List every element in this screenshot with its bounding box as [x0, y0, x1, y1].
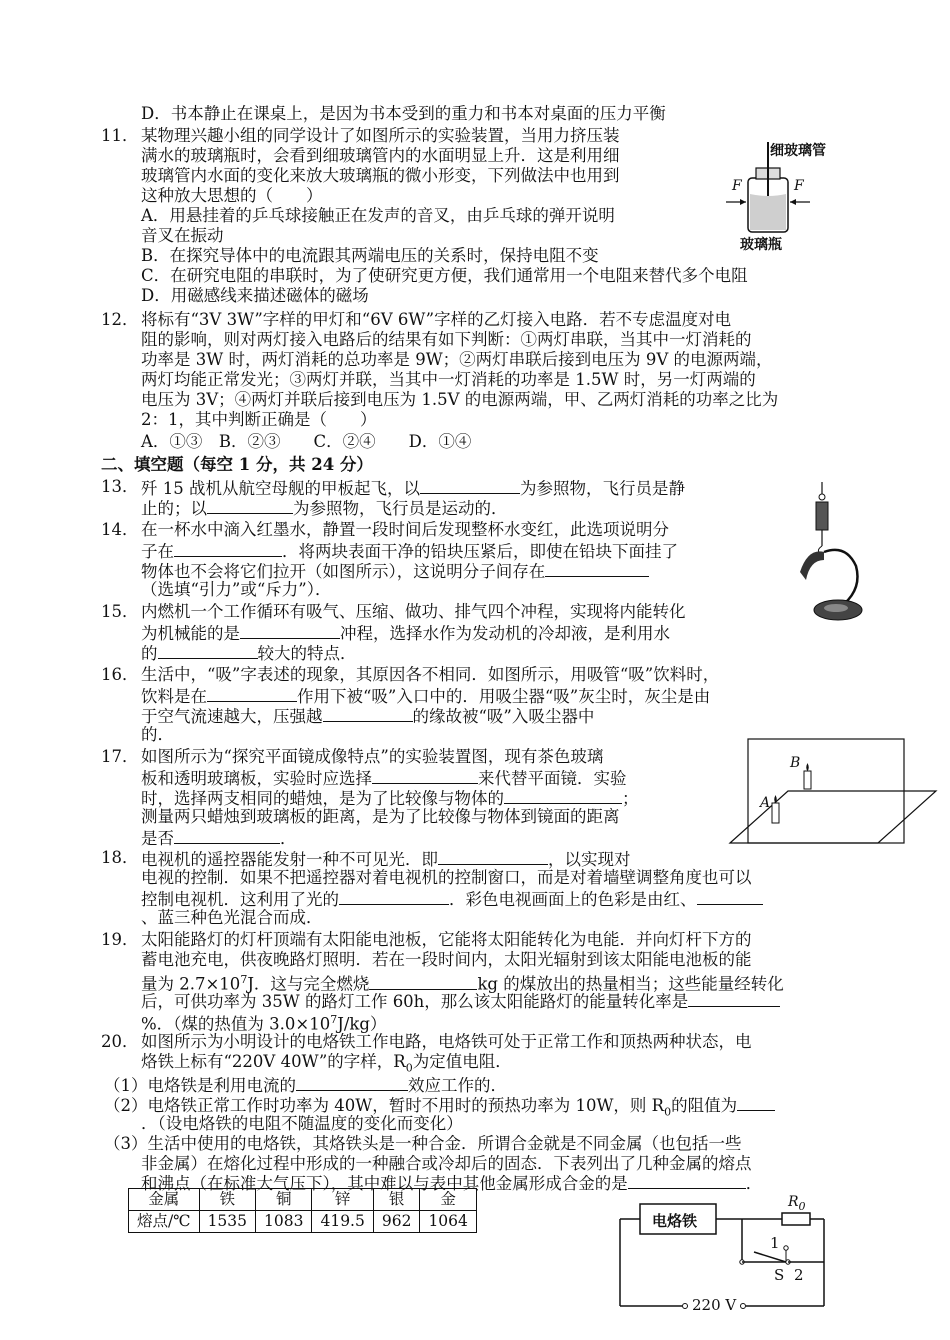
q19-text-5: kg 的煤放出的热量相当；这些能量经转化	[477, 974, 784, 994]
force-right-label: F	[794, 178, 804, 194]
candle-a-label: A	[760, 795, 771, 811]
q14-blank-2[interactable]	[545, 560, 649, 577]
q17-line-4: 测量两只蜡烛到玻璃板的距离，是为了比较像与物体到镜面的距离	[141, 807, 620, 826]
soldering-iron-circuit	[612, 1196, 832, 1318]
q20-subscript-1: 0	[405, 1061, 413, 1075]
q19-line-2: 蓄电池充电，供夜晚路灯照明．若在一段时间内，太阳光辐射到该太阳能电池板的能	[141, 950, 752, 969]
q11-option-a-cont: 音叉在振动	[141, 226, 224, 245]
q12-line-3: 功率是 3W 时，两灯消耗的总功率是 9W；②两灯串联后接到电压为 9V 的电源两端，	[141, 350, 773, 369]
q15-text-3: 冲程，选择水作为发动机的冷却液，是利用水	[340, 624, 670, 643]
q14-text-2: 子在	[141, 542, 174, 561]
r0-label	[788, 1194, 806, 1213]
q19-text-7: %．（煤的热值为 3.0×10	[141, 1014, 331, 1034]
q12-options: A．①③ B．②③ C．②④ D．①④	[141, 432, 472, 451]
q18-blank-1[interactable]	[438, 848, 548, 865]
q19-text-3: 量为 2.7×10	[141, 974, 241, 994]
q11-line-1: 某物理兴趣小组的同学设计了如图所示的实验装置，当用力挤压装	[141, 126, 620, 145]
q12-line-1: 将标有“3V 3W”字样的甲灯和“6V 6W”字样的乙灯接入电路．若不专虑温度对电	[141, 310, 732, 329]
q15-text-5: 较大的特点．	[257, 644, 357, 663]
q14-line-4: （选填“引力”或“斥力”）．	[141, 580, 332, 599]
q11-option-a: A．用悬挂着的乒乓球接触正在发声的音叉，由乒乓球的弹开说明	[141, 206, 615, 225]
q11-line-4: 这种放大思想的（ ）	[141, 186, 323, 205]
table-cell: 锌	[312, 1189, 373, 1211]
bottle-label: 玻璃瓶	[740, 237, 782, 253]
q13-text-1: 歼 15 战机从航空母舰的甲板起飞，以	[141, 479, 420, 498]
q16-text-5: 的缘故被“吸”入吸尘器中	[412, 707, 595, 726]
q17-blank-3[interactable]	[174, 827, 280, 844]
q18-blank-3[interactable]	[697, 888, 763, 905]
q20-text-2: 烙铁上标有“220V 40W”的字样，R	[141, 1052, 406, 1071]
q15-blank-2[interactable]	[158, 642, 258, 659]
q13-blank-2[interactable]	[207, 497, 293, 514]
q18-blank-2[interactable]	[339, 888, 449, 905]
q16-blank-2[interactable]	[323, 705, 413, 722]
q20-part3-text-3: 和沸点（在标准大气压下），其中难以与表中其他金属形成合金的是	[141, 1174, 628, 1193]
switch-s-label: S	[774, 1266, 785, 1284]
q18-text-1: 电视机的遥控器能发射一种不可见光．即	[141, 850, 438, 869]
q18-line-2: 电视的控制．如果不把遥控器对着电视机的控制窗口，而是对着墙壁调整角度也可以	[141, 868, 752, 887]
q20-number: 20．	[101, 1032, 139, 1051]
table-cell: 熔点/℃	[129, 1211, 200, 1233]
q10-option-d: D．书本静止在课桌上，是因为书本受到的重力和书本对桌面的压力平衡	[141, 104, 666, 123]
r0-letter: R	[788, 1194, 799, 1210]
table-cell: 1083	[256, 1211, 312, 1233]
table-cell: 962	[373, 1211, 420, 1233]
q19-text-4: J．这与完全燃烧	[247, 974, 370, 994]
q20-blank-3[interactable]	[628, 1172, 746, 1189]
voltage-label: 220 V	[692, 1296, 737, 1314]
soldering-iron-label: 电烙铁	[652, 1212, 698, 1230]
q20-line-1: 如图所示为小明设计的电烙铁工作电路，电烙铁可处于正常工作和顶热两种状态，电	[141, 1032, 752, 1051]
q20-part3-line-1: （3）生活中使用的电烙铁，其烙铁头是一种合金．所谓合金就是不同金属（也包括一些	[104, 1134, 742, 1153]
lead-block-lamp-icon	[780, 480, 870, 625]
section-2-title: 二、填空题（每空 1 分，共 24 分）	[101, 455, 373, 474]
q17-number: 17．	[101, 747, 139, 766]
q11-option-b: B．在探究导体中的电流跟其两端电压的关系时，保持电阻不变	[141, 246, 599, 265]
q15-text-2: 为机械能的是	[141, 624, 240, 643]
table-cell: 铁	[199, 1189, 255, 1211]
q19-exponent-1: 7	[240, 973, 248, 986]
q13-text-2: 为参照物，飞行员是静	[520, 479, 685, 498]
q20-blank-2[interactable]	[737, 1094, 775, 1111]
q11-number: 11．	[101, 126, 139, 145]
q12-line-4: 两灯均能正常发光；③两灯并联，当其中一灯消耗的功率是 1.5W 时，另一灯两端的	[141, 370, 756, 389]
q11-option-c: C．在研究电阻的串联时，为了使研究更方便，我们通常用一个电阻来替代多个电阻	[141, 266, 748, 285]
q13-text-4: 为参照物，飞行员是运动的．	[293, 499, 508, 518]
q11-line-2: 满水的玻璃瓶时，会看到细玻璃管内的水面明显上升．这是利用细	[141, 146, 620, 165]
q16-blank-1[interactable]	[207, 685, 297, 702]
table-cell: 1064	[420, 1211, 476, 1233]
q15-text-4: 的	[141, 644, 158, 663]
q16-text-2: 饮料是在	[141, 687, 207, 706]
q16-line-1: 生活中，“吸”字表述的现象，其原因各不相同．如图所示，用吸管“吸”饮料时，	[141, 665, 720, 684]
candle-b-label: B	[790, 755, 801, 771]
q18-text-3: 控制电视机．这利用了光的	[141, 890, 339, 909]
table-cell: 419.5	[312, 1211, 373, 1233]
table-row	[129, 1211, 477, 1233]
q19-line-1: 太阳能路灯的灯杆顶端有太阳能电池板，它能将太阳能转化为电能．并向灯杆下方的	[141, 930, 752, 949]
q20-part3-line-2: 非金属）在熔化过程中形成的一种融合或冷却后的固态．下表列出了几种金属的熔点	[141, 1154, 752, 1173]
q14-blank-1[interactable]	[174, 540, 282, 557]
q20-blank-1[interactable]	[296, 1074, 408, 1091]
table-cell: 金	[420, 1189, 476, 1211]
q13-blank-1[interactable]	[420, 477, 520, 494]
q11-option-d: D．用磁感线来描述磁体的磁场	[141, 286, 369, 305]
q17-blank-2[interactable]	[504, 787, 622, 804]
table-cell: 银	[373, 1189, 420, 1211]
q15-blank-1[interactable]	[240, 622, 340, 639]
q17-text-2: 板和透明玻璃板，实验时应选择	[141, 769, 372, 788]
q17-text-3: 来代替平面镜．实验	[478, 769, 627, 788]
q14-text-3: ．将两块表面干净的铅块压紧后，即使在铅块下面挂了	[282, 542, 678, 561]
q15-number: 15．	[101, 602, 139, 621]
q12-number: 12．	[101, 310, 139, 329]
q11-line-3: 玻璃管内水面的变化来放大玻璃瓶的微小形变，下列做法中也用到	[141, 166, 620, 185]
table-cell: 1535	[199, 1211, 255, 1233]
table-header-row	[129, 1189, 477, 1211]
switch-pos-1-label: 1	[770, 1234, 780, 1252]
q13-number: 13．	[101, 477, 139, 496]
q13-text-3: 止的；以	[141, 499, 207, 518]
thin-tube-label: 细玻璃管	[770, 143, 826, 159]
q18-number: 18．	[101, 848, 139, 867]
q16-line-4: 的．	[141, 725, 174, 744]
q17-blank-1[interactable]	[372, 767, 478, 784]
q18-line-4: 、蓝三种色光混合而成．	[141, 908, 323, 927]
q20-part1-text-2: 效应工作的．	[408, 1076, 507, 1095]
q20-part1-text: （1）电烙铁是利用电流的	[104, 1076, 296, 1095]
q17-text-4: 时，选择两支相同的蜡烛，是为了比较像与物体的	[141, 789, 504, 808]
q19-blank-2[interactable]	[688, 990, 780, 1007]
q19-text-8: J/kg）	[337, 1014, 387, 1034]
q18-text-4: ．彩色电视画面上的色彩是由红、	[449, 890, 697, 909]
q20-part2-text: （2）电烙铁正常工作时功率为 40W，暂时不用时的预热功率为 10W，则 R	[104, 1096, 665, 1115]
q17-text-6: 是否	[141, 829, 174, 848]
r0-subscript: 0	[798, 1199, 806, 1213]
q14-number: 14．	[101, 520, 139, 539]
plane-mirror-diagram-icon	[728, 733, 940, 845]
q15-line-1: 内燃机一个工作循环有吸气、压缩、做功、排气四个冲程，实现将内能转化	[141, 602, 686, 621]
q20-text-3: 为定值电阻．	[412, 1052, 512, 1071]
switch-pos-2-label: 2	[794, 1266, 804, 1284]
q17-text-5: ；	[622, 789, 639, 808]
bottle-figure	[718, 136, 858, 254]
force-left-label: F	[732, 178, 742, 194]
q12-line-6: 2：1，其中判断正确是（ ）	[141, 410, 377, 429]
q19-exponent-2: 7	[330, 1013, 338, 1026]
q20-subscript-2: 0	[664, 1105, 672, 1119]
q16-text-4: 于空气流速越大，压强越	[141, 707, 323, 726]
q17-text-7: ．	[280, 829, 297, 848]
q20-part3-end: ．	[745, 1174, 763, 1193]
q18-text-2: ，以实现对	[548, 850, 631, 869]
lead-block-figure	[780, 480, 870, 625]
q19-blank-1[interactable]	[369, 973, 477, 990]
table-cell: 铜	[256, 1189, 312, 1211]
q19-number: 19．	[101, 930, 139, 949]
table-cell: 金属	[129, 1189, 200, 1211]
q14-text-4: 物体也不会将它们拉开（如图所示），这说明分子间存在	[141, 562, 546, 581]
q17-line-1: 如图所示为“探究平面镜成像特点”的实验装置图，现有茶色玻璃	[141, 747, 604, 766]
melting-point-table	[128, 1188, 477, 1233]
q20-part2-text-2: 的阻值为	[671, 1096, 738, 1115]
q16-number: 16．	[101, 665, 139, 684]
mirror-figure	[728, 733, 940, 845]
q14-line-1: 在一杯水中滴入红墨水，静置一段时间后发现整杯水变红，此选项说明分	[141, 520, 669, 539]
q19-text-6: 后，可供功率为 35W 的路灯工作 60h，那么该太阳能路灯的能量转化率是	[141, 992, 689, 1011]
q12-line-2: 阻的影响，则对两灯接入电路后的结果有如下判断：①两灯串联，当其中一灯消耗的	[141, 330, 752, 349]
q16-text-3: 作用下被“吸”入口中的．用吸尘器“吸”灰尘时，灰尘是由	[297, 687, 711, 706]
q12-line-5: 电压为 3V；④两灯并联后接到电压为 1.5V 的电源两端，甲、乙两灯消耗的功率之比为	[141, 390, 779, 409]
q20-part2-line-2: ．（设电烙铁的电阻不随温度的变化而变化）	[141, 1114, 463, 1133]
